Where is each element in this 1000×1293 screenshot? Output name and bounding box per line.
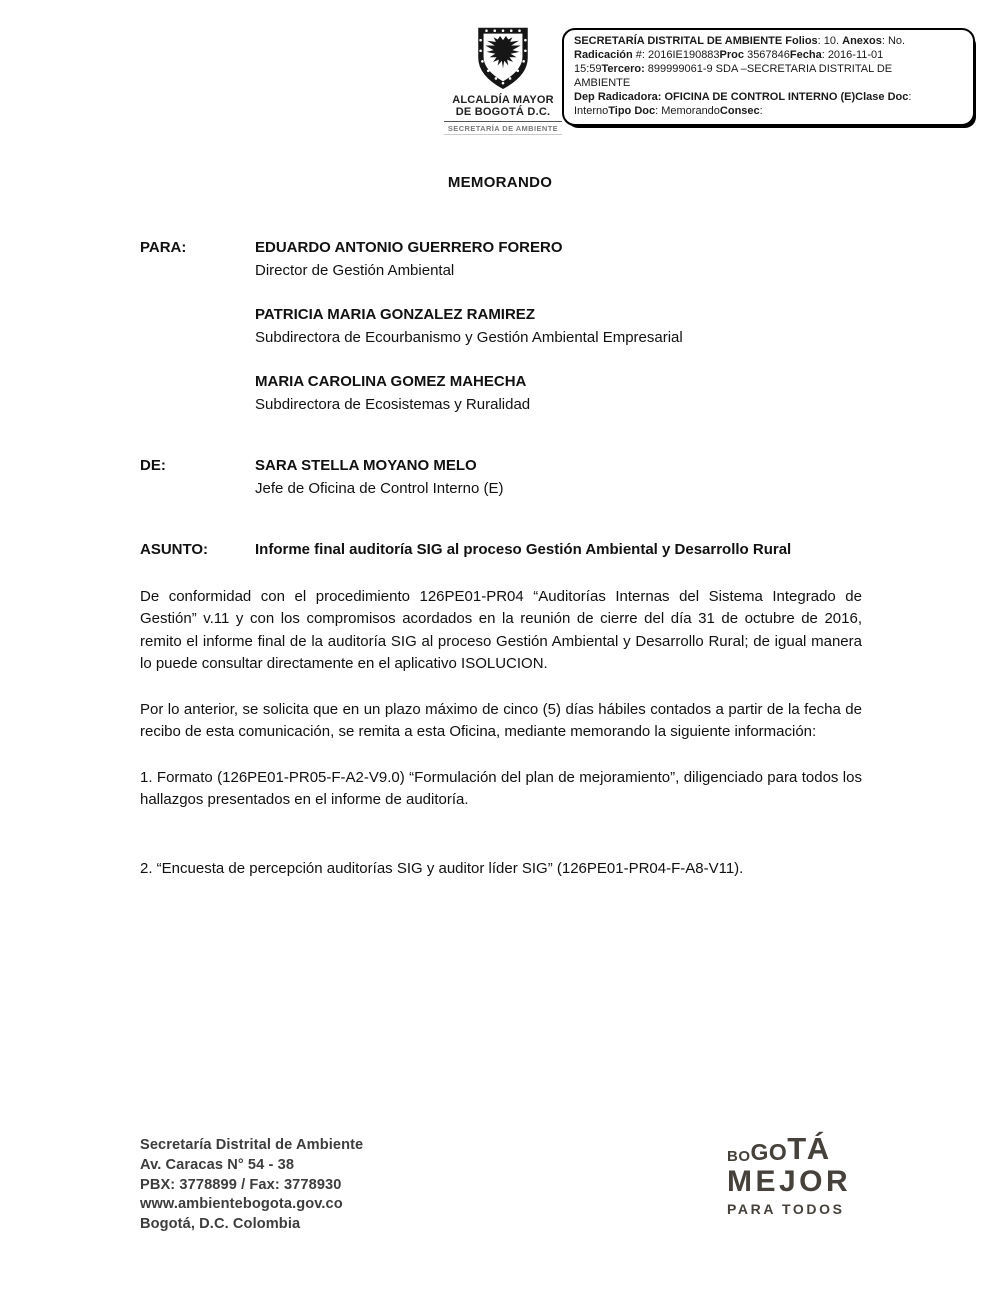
stamp-line: SECRETARÍA DISTRITAL DE AMBIENTE Folios: 10. Anexos: No.: [574, 35, 906, 47]
bogota-mejor-para-todos-logo: [727, 1133, 862, 1216]
subject-text: Informe final auditoría SIG al proceso Gestión Ambiental y Desarrollo Rural: [255, 541, 792, 558]
brand-part-go: GO: [750, 1139, 788, 1165]
footer-org-name: Secretaría Distrital de Ambiente: [140, 1137, 364, 1153]
crest-subtitle: SECRETARÍA DE AMBIENTE: [444, 121, 562, 135]
body-paragraph-1: De conformidad con el procedimiento 126PE01-PR04 “Auditorías Internas del Sistema Integrado de Gestión” v.11 y con los compromisos acordados en la reunión de cierre del día 31 de octubre de 2016, remito el informe final de la auditoría SIG al proceso Gestión Ambiental y Desarrollo Rural; de igual manera lo puede consultar directamente en el aplicativo ISOLUCION.: [140, 587, 862, 672]
stamp-line: 15:59Tercero: 899999061-9 SDA –SECRETARIA DISTRITAL DE: [574, 62, 893, 75]
stamp-line: Dep Radicadora: OFICINA DE CONTROL INTERNO (E)Clase Doc:: [574, 90, 912, 103]
footer-address-block: [140, 1136, 363, 1235]
subject-section: [140, 539, 862, 562]
sender-section: [140, 455, 862, 500]
footer-street: Av. Caracas N° 54 - 38: [140, 1156, 295, 1173]
recipient-role: Director de Gestión Ambiental: [255, 261, 455, 279]
recipient-name: MARIA CAROLINA GOMEZ MAHECHA: [255, 373, 527, 390]
brand-wordmark-mejor: MEJOR: [727, 1165, 852, 1198]
recipients-section: [140, 237, 862, 416]
subject-label: ASUNTO:: [140, 541, 209, 558]
numbered-item-1: 1. Formato (126PE01-PR05-F-A2-V9.0) “Formulación del plan de mejoramiento”, diligenciado para todos los hallazgos presentados en el informe de auditoría.: [140, 768, 862, 808]
footer-phone: PBX: 3778899 / Fax: 3778930: [140, 1176, 342, 1193]
recipient: [255, 371, 862, 416]
brand-part-bo: BO: [727, 1148, 751, 1165]
sender-label: DE:: [140, 457, 166, 474]
recipient-role: Subdirectora de Ecosistemas y Ruralidad: [255, 395, 531, 413]
recipient: [255, 237, 862, 282]
sender: [255, 455, 862, 500]
stamp-line: InternoTipo Doc: MemorandoConsec:: [574, 104, 763, 117]
footer-city: Bogotá, D.C. Colombia: [140, 1216, 301, 1233]
memo-body: [140, 237, 862, 880]
recipient-role: Subdirectora de Ecourbanismo y Gestión Ambiental Empresarial: [255, 328, 683, 346]
sender-role: Jefe de Oficina de Control Interno (E): [255, 479, 504, 497]
filing-stamp-box: [562, 28, 975, 126]
stamp-line: Radicación #: 2016IE190883Proc 3567846Fecha: 2016-11-01: [574, 48, 884, 61]
numbered-item-2: 2. “Encuesta de percepción auditorías SIG y auditor líder SIG” (126PE01-PR04-F-A8-V11).: [140, 859, 744, 877]
recipient-name: EDUARDO ANTONIO GUERRERO FORERO: [255, 239, 563, 256]
recipient: [255, 304, 862, 349]
crest-title-line2: DE BOGOTÁ D.C.: [455, 106, 551, 118]
coat-of-arms-eagle-icon: [470, 26, 536, 92]
brand-part-ta: TÁ: [787, 1131, 830, 1166]
brand-wordmark-para-todos: PARA TODOS: [727, 1201, 845, 1217]
recipient-name: PATRICIA MARIA GONZALEZ RAMIREZ: [255, 306, 535, 323]
alcaldia-mayor-logo: [438, 26, 568, 135]
stamp-line: AMBIENTE: [574, 76, 631, 89]
recipients-label: PARA:: [140, 239, 187, 256]
sender-name: SARA STELLA MOYANO MELO: [255, 457, 477, 474]
memo-title: MEMORANDO: [447, 174, 553, 191]
brand-wordmark-bogota: [727, 1133, 862, 1164]
footer-website: www.ambientebogota.gov.co: [140, 1196, 343, 1213]
recipients-list: [255, 237, 862, 416]
body-paragraph-2: Por lo anterior, se solicita que en un plazo máximo de cinco (5) días hábiles contados a partir de la fecha de recibo de esta comunicación, se remita a esta Oficina, mediante memorando la siguiente información:: [140, 700, 862, 740]
crest-title-line1: ALCALDÍA MAYOR: [452, 94, 554, 106]
